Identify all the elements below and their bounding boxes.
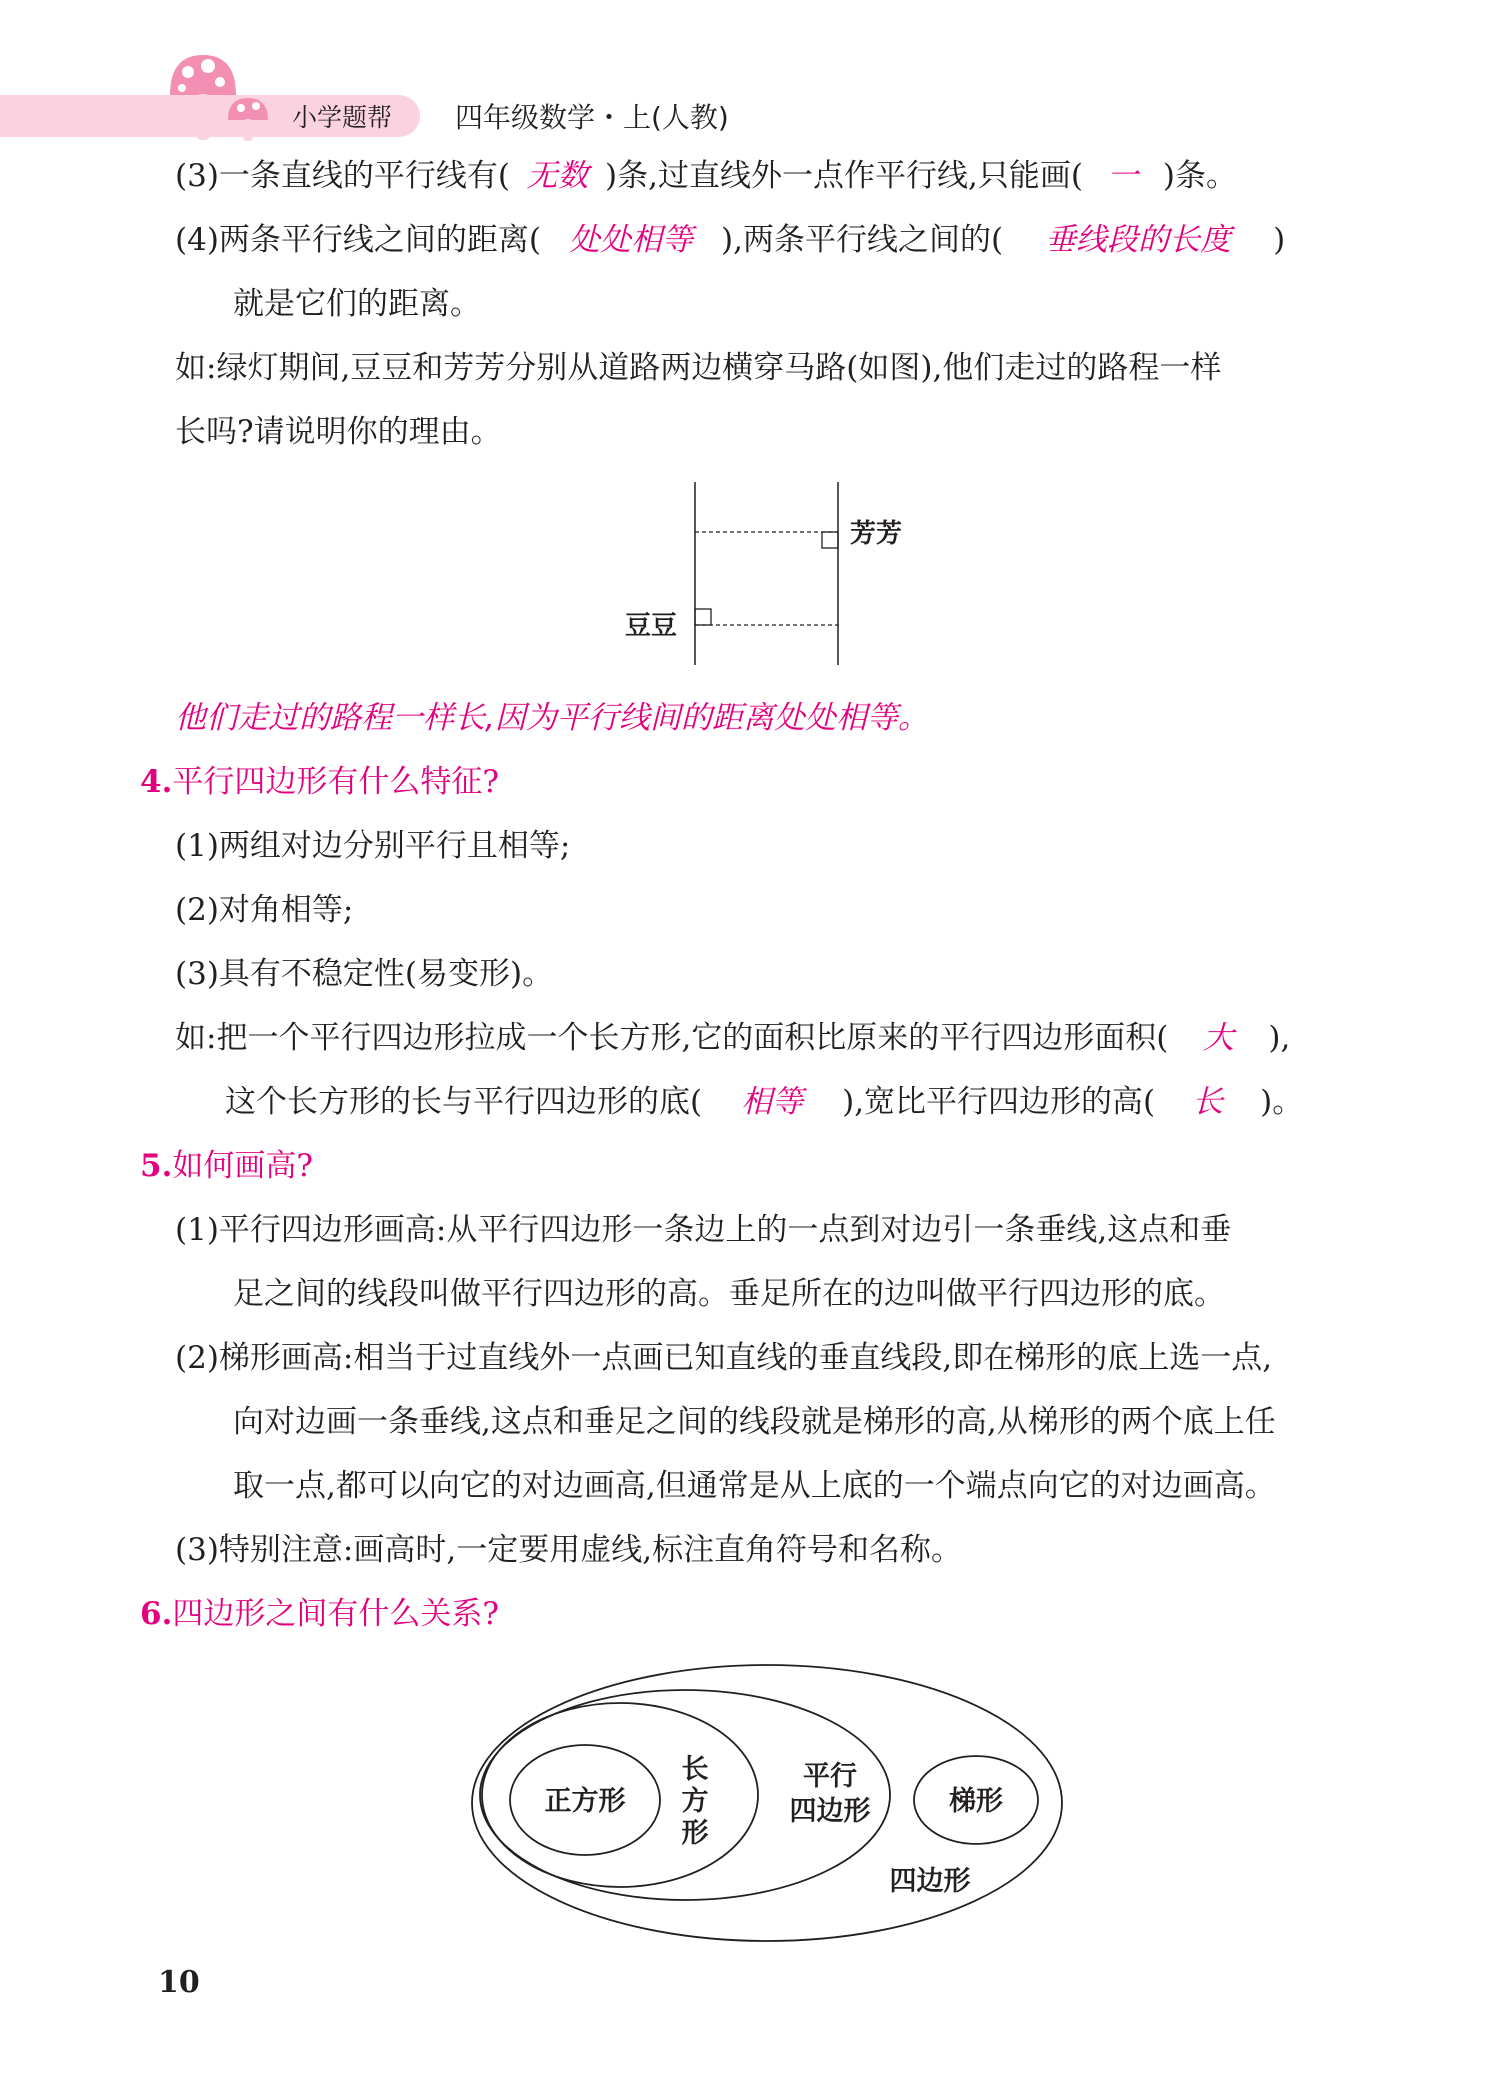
item-3-line — [175, 156, 1237, 196]
example-2-answer-2: 相等 — [741, 1084, 804, 1120]
label-quadrilateral: 四边形 — [889, 1866, 971, 1897]
label-doudou: 豆豆 — [625, 611, 678, 641]
question-6-heading — [140, 1594, 499, 1634]
q5-item-3: (3)特别注意:画高时,一定要用虚线,标注直角符号和名称。 — [175, 1532, 963, 1568]
item-3-answer-1: 无数 — [526, 158, 589, 194]
example-2-l2-post: )。 — [1260, 1084, 1304, 1120]
example-2-l1-post: ), — [1268, 1020, 1291, 1056]
question-6-text: 四边形之间有什么关系? — [172, 1596, 499, 1632]
example-2-line-2 — [225, 1082, 1303, 1122]
question-5-heading — [140, 1146, 313, 1186]
quadrilateral-venn-diagram — [460, 1660, 1080, 1960]
label-parallelogram-line-2: 四边形 — [789, 1796, 871, 1827]
label-parallelogram-line-1: 平行 — [803, 1761, 857, 1792]
example-2-l1-pre: 如:把一个平行四边形拉成一个长方形,它的面积比原来的平行四边形面积( — [175, 1020, 1169, 1056]
question-5-number: 5. — [140, 1148, 173, 1184]
example-1-line-2: 长吗?请说明你的理由。 — [175, 414, 502, 450]
item-3-answer-2: 一 — [1107, 158, 1139, 194]
mushroom-logo-icon — [158, 50, 298, 150]
item-4-pre: (4)两条平行线之间的距离( — [175, 222, 542, 258]
label-rectangle-char-2: 方 — [681, 1786, 709, 1817]
question-4-heading — [140, 762, 499, 802]
question-6-number: 6. — [140, 1596, 173, 1632]
label-square: 正方形 — [544, 1786, 626, 1817]
q5-item-2-line-2: 向对边画一条垂线,这点和垂足之间的线段就是梯形的高,从梯形的两个底上任 — [233, 1404, 1276, 1440]
label-fangfang: 芳芳 — [850, 519, 903, 549]
q5-item-1-line-1: (1)平行四边形画高:从平行四边形一条边上的一点到对边引一条垂线,这点和垂 — [175, 1212, 1232, 1248]
item-4-continuation: 就是它们的距离。 — [233, 286, 481, 322]
road-crossing-figure — [600, 470, 940, 670]
solution-1: 他们走过的路程一样长,因为平行线间的距离处处相等。 — [175, 700, 929, 736]
q5-item-1-line-2: 足之间的线段叫做平行四边形的高。垂足所在的边叫做平行四边形的底。 — [233, 1276, 1225, 1312]
question-4-number: 4. — [140, 764, 173, 800]
q4-item-2: (2)对角相等; — [175, 892, 354, 928]
item-4-answer-1: 处处相等 — [569, 222, 694, 258]
header-title: 四年级数学・上(人教) — [455, 101, 729, 134]
item-3-post: )条。 — [1162, 158, 1238, 194]
item-3-mid: )条,过直线外一点作平行线,只能画( — [605, 158, 1083, 194]
header-brand: 小学题帮 — [292, 103, 393, 132]
label-trapezoid: 梯形 — [949, 1786, 1003, 1817]
example-2-l2-pre: 这个长方形的长与平行四边形的底( — [225, 1084, 703, 1120]
example-2-line-1 — [175, 1018, 1290, 1058]
example-2-answer-3: 长 — [1192, 1084, 1224, 1120]
example-2-l2-mid: ),宽比平行四边形的高( — [842, 1084, 1156, 1120]
item-4-mid: ),两条平行线之间的( — [721, 222, 1004, 258]
item-4-answer-2: 垂线段的长度 — [1045, 222, 1232, 258]
item-4-post: ) — [1273, 222, 1286, 258]
label-rectangle-char-3: 形 — [681, 1818, 709, 1849]
question-5-text: 如何画高? — [172, 1148, 313, 1184]
q4-item-3: (3)具有不稳定性(易变形)。 — [175, 956, 554, 992]
item-4-line — [175, 220, 1285, 260]
right-angle-mark-left — [695, 609, 711, 625]
q5-item-2-line-1: (2)梯形画高:相当于过直线外一点画已知直线的垂直线段,即在梯形的底上选一点, — [175, 1340, 1273, 1376]
q4-item-1: (1)两组对边分别平行且相等; — [175, 828, 571, 864]
q5-item-2-line-3: 取一点,都可以向它的对边画高,但通常是从上底的一个端点向它的对边画高。 — [233, 1468, 1276, 1504]
item-3-pre: (3)一条直线的平行线有( — [175, 158, 511, 194]
label-rectangle-char-1: 长 — [681, 1754, 709, 1785]
example-1-line-1: 如:绿灯期间,豆豆和芳芳分别从道路两边横穿马路(如图),他们走过的路程一样 — [175, 350, 1222, 386]
question-4-text: 平行四边形有什么特征? — [172, 764, 499, 800]
example-2-answer-1: 大 — [1202, 1020, 1234, 1056]
page-number: 10 — [158, 1965, 200, 2000]
right-angle-mark-right — [822, 532, 838, 548]
